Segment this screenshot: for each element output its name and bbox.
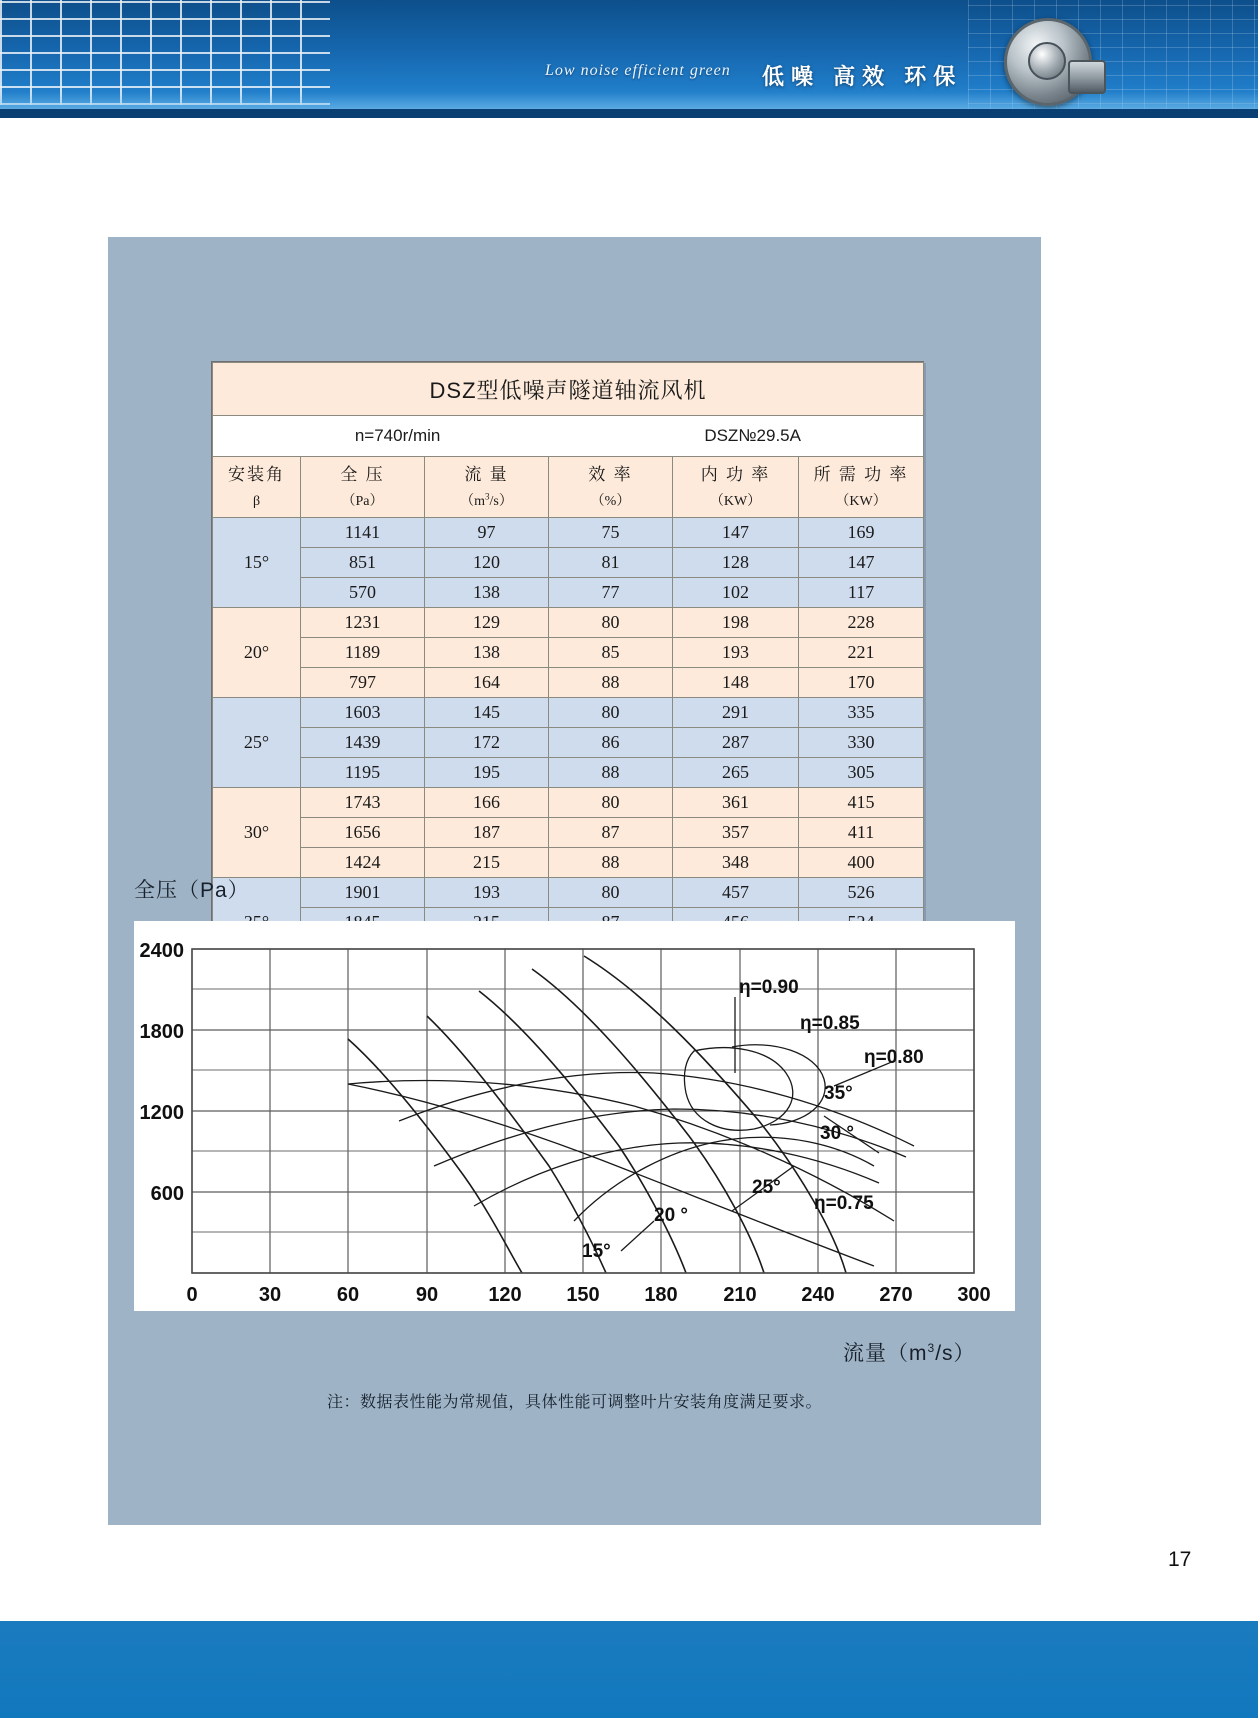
svg-text:1200: 1200 xyxy=(139,1102,184,1124)
svg-text:210: 210 xyxy=(723,1284,757,1306)
table-cell-flow: 120 xyxy=(425,548,549,578)
table-cell-efficiency: 85 xyxy=(549,638,673,668)
svg-text:240: 240 xyxy=(801,1284,835,1306)
table-column-header-3: 效 率 （%） xyxy=(549,457,673,518)
table-title-row xyxy=(213,363,924,416)
table-row xyxy=(213,548,924,578)
chart-x-axis-title xyxy=(843,1337,976,1367)
table-cell-flow: 138 xyxy=(425,638,549,668)
table-cell-flow: 164 xyxy=(425,668,549,698)
chart-annotation-eff-075: η=0.75 xyxy=(814,1193,874,1214)
table-cell-efficiency: 80 xyxy=(549,608,673,638)
table-cell-inner-power: 128 xyxy=(673,548,799,578)
table-cell-inner-power: 457 xyxy=(673,878,799,908)
table-row xyxy=(213,608,924,638)
table-cell-inner-power: 148 xyxy=(673,668,799,698)
chart-annotation-angle-15: 15° xyxy=(582,1241,611,1262)
chart-annotation-angle-30: 30 ° xyxy=(820,1123,855,1144)
table-cell-inner-power: 361 xyxy=(673,788,799,818)
table-cell-pressure: 1439 xyxy=(301,728,425,758)
chart-y-tick-labels xyxy=(140,940,185,1205)
table-cell-required-power: 228 xyxy=(799,608,924,638)
chart-x-axis-title-post: /s） xyxy=(935,1342,976,1365)
table-angle-cell-3: 30° xyxy=(213,788,301,878)
table-cell-efficiency: 81 xyxy=(549,548,673,578)
table-cell-pressure: 1141 xyxy=(301,518,425,548)
table-cell-pressure: 797 xyxy=(301,668,425,698)
table-cell-efficiency: 80 xyxy=(549,698,673,728)
table-header-row xyxy=(213,457,924,518)
table-cell-required-power: 330 xyxy=(799,728,924,758)
table-row xyxy=(213,668,924,698)
table-title: DSZ型低噪声隧道轴流风机 xyxy=(213,363,924,416)
table-cell-efficiency: 75 xyxy=(549,518,673,548)
header-slogan-english: Low noise efficient green xyxy=(545,62,731,79)
table-cell-required-power: 170 xyxy=(799,668,924,698)
table-cell-flow: 193 xyxy=(425,878,549,908)
table-cell-flow: 166 xyxy=(425,788,549,818)
table-cell-flow: 129 xyxy=(425,608,549,638)
table-row xyxy=(213,848,924,878)
chart-annotation-angle-25: 25° xyxy=(752,1177,781,1198)
table-speed-value: n=740r/min xyxy=(354,426,441,445)
table-cell-efficiency: 88 xyxy=(549,668,673,698)
table-cell-pressure: 1743 xyxy=(301,788,425,818)
table-cell-inner-power: 357 xyxy=(673,818,799,848)
table-cell-pressure: 1189 xyxy=(301,638,425,668)
table-cell-inner-power: 348 xyxy=(673,848,799,878)
table-row xyxy=(213,728,924,758)
table-cell-required-power: 411 xyxy=(799,818,924,848)
table-row xyxy=(213,788,924,818)
table-row xyxy=(213,878,924,908)
chart-x-axis-title-pre: 流量（m xyxy=(843,1342,928,1365)
svg-text:270: 270 xyxy=(879,1284,913,1306)
table-cell-inner-power: 291 xyxy=(673,698,799,728)
svg-text:150: 150 xyxy=(566,1284,600,1306)
table-cell-efficiency: 80 xyxy=(549,878,673,908)
chart-annotation-eff-085: η=0.85 xyxy=(800,1013,860,1034)
table-cell-flow: 138 xyxy=(425,578,549,608)
svg-text:90: 90 xyxy=(415,1284,439,1306)
performance-chart xyxy=(134,921,1015,1311)
table-column-header-5: 所 需 功 率 （KW） xyxy=(799,457,924,518)
table-angle-cell-1: 20° xyxy=(213,608,301,698)
table-row xyxy=(213,578,924,608)
table-cell-efficiency: 86 xyxy=(549,728,673,758)
table-cell-efficiency: 80 xyxy=(549,788,673,818)
table-cell-inner-power: 147 xyxy=(673,518,799,548)
table-cell-inner-power: 198 xyxy=(673,608,799,638)
chart-svg xyxy=(134,921,1015,1311)
chart-annotation-angle-35: 35° xyxy=(824,1083,853,1104)
chart-annotation-eff-090: η=0.90 xyxy=(739,977,799,998)
table-cell-flow: 187 xyxy=(425,818,549,848)
table-cell-required-power: 526 xyxy=(799,878,924,908)
table-cell-inner-power: 265 xyxy=(673,758,799,788)
spec-table-container xyxy=(211,361,924,969)
table-cell-pressure: 1656 xyxy=(301,818,425,848)
table-cell-inner-power: 102 xyxy=(673,578,799,608)
table-cell-efficiency: 77 xyxy=(549,578,673,608)
svg-text:0: 0 xyxy=(186,1284,198,1306)
page-footer-bar xyxy=(0,1600,1258,1718)
fan-logo-icon xyxy=(1000,16,1110,104)
table-cell-inner-power: 193 xyxy=(673,638,799,668)
table-footnote: 注：数据表性能为常规值，具体性能可调整叶片安装角度满足要求。 xyxy=(326,1394,822,1411)
table-row xyxy=(213,518,924,548)
svg-text:30: 30 xyxy=(258,1284,282,1306)
table-cell-flow: 97 xyxy=(425,518,549,548)
table-angle-cell-0: 15° xyxy=(213,518,301,608)
table-cell-required-power: 221 xyxy=(799,638,924,668)
table-cell-flow: 215 xyxy=(425,848,549,878)
table-cell-required-power: 415 xyxy=(799,788,924,818)
svg-text:600: 600 xyxy=(150,1183,184,1205)
page-sheet xyxy=(0,118,1258,1600)
svg-text:60: 60 xyxy=(336,1284,360,1306)
table-cell-efficiency: 87 xyxy=(549,818,673,848)
table-cell-pressure: 570 xyxy=(301,578,425,608)
svg-text:1800: 1800 xyxy=(139,1021,184,1043)
svg-text:2400: 2400 xyxy=(139,940,184,962)
table-cell-flow: 172 xyxy=(425,728,549,758)
table-column-header-4: 内 功 率 （KW） xyxy=(673,457,799,518)
spec-table xyxy=(212,362,924,968)
header-slogan-chinese: 低噪 高效 环保 xyxy=(762,64,963,89)
chart-annotation-eff-080: η=0.80 xyxy=(864,1047,924,1068)
table-cell-pressure: 1901 xyxy=(301,878,425,908)
table-subtitle-row xyxy=(213,416,924,457)
table-cell-pressure: 1603 xyxy=(301,698,425,728)
table-cell-required-power: 169 xyxy=(799,518,924,548)
table-cell-required-power: 117 xyxy=(799,578,924,608)
table-cell-flow: 195 xyxy=(425,758,549,788)
svg-text:300: 300 xyxy=(957,1284,991,1306)
table-cell-pressure: 1195 xyxy=(301,758,425,788)
table-cell-required-power: 400 xyxy=(799,848,924,878)
table-cell-pressure: 851 xyxy=(301,548,425,578)
chart-x-axis-title-exponent: 3 xyxy=(927,1341,936,1355)
table-cell-required-power: 147 xyxy=(799,548,924,578)
table-cell-pressure: 1424 xyxy=(301,848,425,878)
table-angle-cell-2: 25° xyxy=(213,698,301,788)
table-row xyxy=(213,818,924,848)
chart-annotation-angle-20: 20 ° xyxy=(654,1205,689,1226)
table-cell-efficiency: 88 xyxy=(549,758,673,788)
header-grid-pattern xyxy=(0,0,330,105)
fan-logo-duct xyxy=(1068,60,1106,94)
svg-text:120: 120 xyxy=(488,1284,522,1306)
table-row xyxy=(213,698,924,728)
svg-text:180: 180 xyxy=(644,1284,678,1306)
table-column-header-2: 流 量 $(m^3/s)$ xyxy=(425,457,549,518)
chart-x-tick-labels xyxy=(186,1284,990,1306)
table-cell-flow: 145 xyxy=(425,698,549,728)
content-panel xyxy=(108,237,1041,1525)
header-bottom-bar xyxy=(0,109,1258,118)
chart-y-axis-title: 全压（Pa） xyxy=(134,879,250,902)
table-cell-efficiency: 88 xyxy=(549,848,673,878)
page-number: 17 xyxy=(1168,1548,1192,1571)
table-cell-inner-power: 287 xyxy=(673,728,799,758)
page-header-banner xyxy=(0,0,1258,118)
table-column-header-1: 全 压 （Pa） xyxy=(301,457,425,518)
table-row xyxy=(213,758,924,788)
chart-curves xyxy=(348,956,914,1273)
table-model-value: DSZ№29.5A xyxy=(704,426,801,445)
table-row xyxy=(213,638,924,668)
table-cell-pressure: 1231 xyxy=(301,608,425,638)
table-cell-required-power: 335 xyxy=(799,698,924,728)
table-column-header-0: 安装角 β xyxy=(213,457,301,518)
fan-logo-hub xyxy=(1028,42,1066,80)
table-cell-required-power: 305 xyxy=(799,758,924,788)
